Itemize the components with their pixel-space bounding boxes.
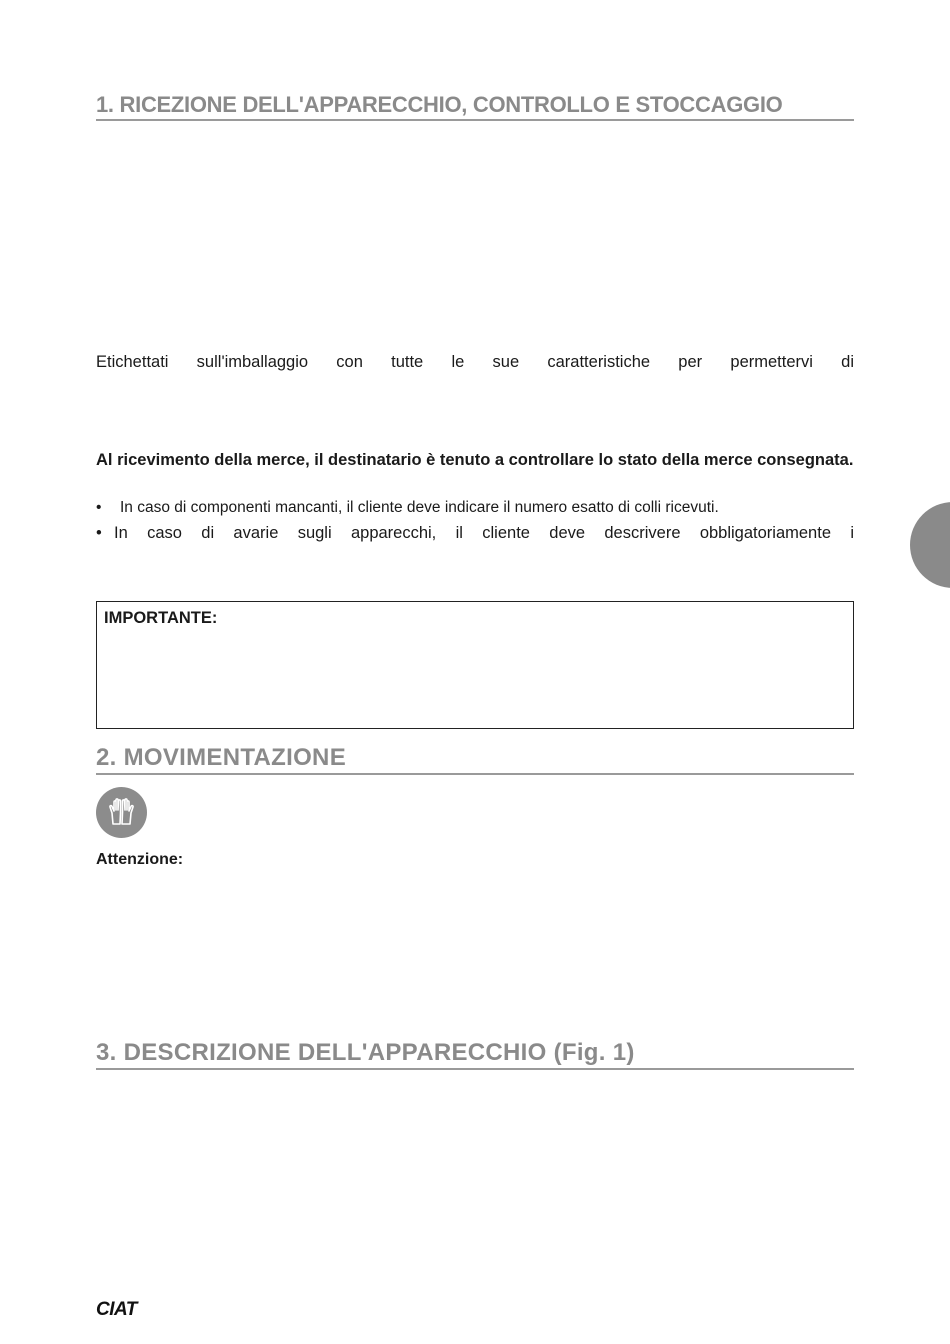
bullet-glyph: • (96, 524, 102, 542)
section-3-title: 3. DESCRIZIONE DELL'APPARECCHIO (Fig. 1) (96, 1039, 854, 1070)
side-tab-marker (910, 502, 950, 588)
bullet-text: In caso di componenti mancanti, il cliente deve indicare il numero esatto di colli ricevuti. (120, 499, 719, 516)
ciat-logo (96, 1297, 160, 1319)
bullet-missing-components (96, 496, 854, 520)
gloves-icon-graphic (96, 787, 147, 838)
bullet-text: In caso di avarie sugli apparecchi, il cliente deve descrivere obbligatoriamente i (114, 524, 854, 542)
attention-label: Attenzione: (96, 851, 184, 868)
important-box (96, 601, 854, 729)
gloves-icon (96, 787, 147, 838)
important-label: IMPORTANTE: (104, 609, 218, 627)
section-2-title: 2. MOVIMENTAZIONE (96, 744, 854, 775)
bullet-glyph: • (96, 499, 102, 516)
delivery-check-note: Al ricevimento della merce, il destinatario è tenuto a controllare lo stato della merce consegnata. (96, 451, 854, 469)
ciat-logo-text: CIAT (96, 1299, 137, 1319)
label-paragraph: Etichettati sull'imballaggio con tutte le sue caratteristiche per permettervi di (96, 353, 854, 371)
bullet-damage (96, 521, 854, 545)
section-1-title: 1. RICEZIONE DELL'APPARECCHIO, CONTROLLO E STOCCAGGIO (96, 92, 854, 121)
